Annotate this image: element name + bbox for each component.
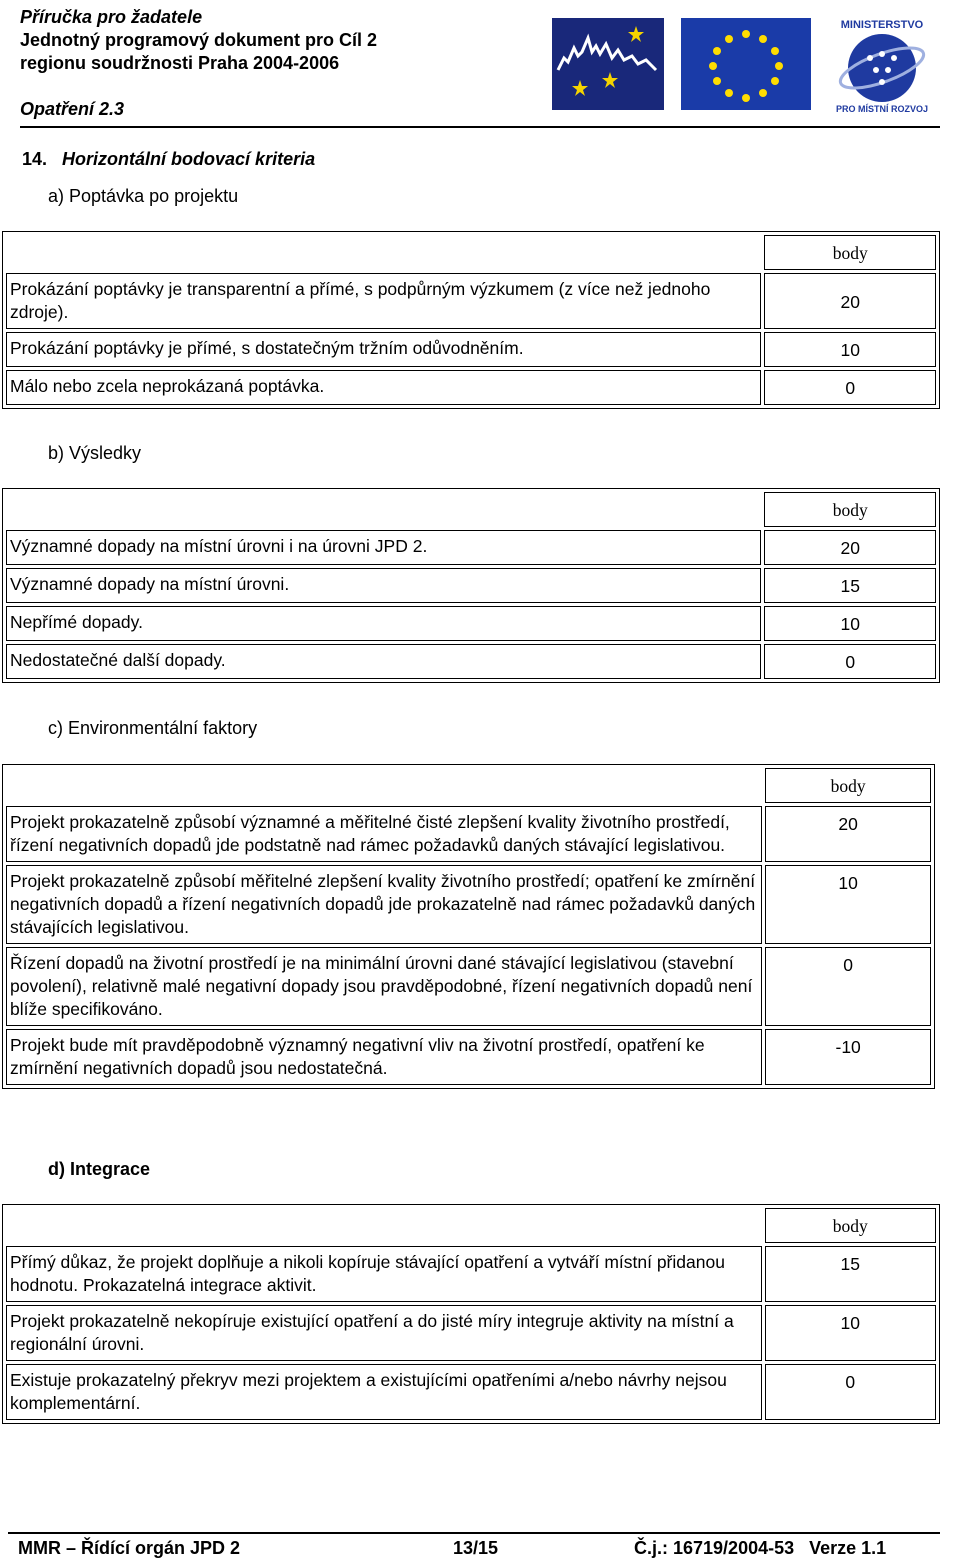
table-row [6,568,936,603]
table-row [6,644,936,679]
points-header: body [765,768,931,803]
header-rule [20,126,940,128]
section-14-title: Horizontální bodovací kriteria [62,149,316,169]
criterion-points: 20 [765,806,931,862]
header-measure: Opatření 2.3 [20,99,125,119]
table-header-row [6,1208,936,1243]
section-d-table [2,1204,940,1424]
table-header-row [6,492,936,527]
criterion-text: Prokázání poptávky je přímé, s dostatečným tržním odůvodněním. [6,332,761,367]
section-b-table [2,488,940,683]
section-14-number: 14. [22,149,48,169]
section-a-letter: a) [48,186,65,206]
points-header: body [765,1208,937,1243]
table-row [6,1246,936,1302]
criterion-points: 15 [765,1246,937,1302]
criterion-text: Projekt bude mít pravděpodobně významný negativní vliv na životní prostředí, opatření ke zmírnění negativních dopadů jsou nedostatečná. [6,1029,762,1085]
table-row [6,1364,936,1420]
criterion-points: 10 [765,1305,937,1361]
table-header-blank [6,1208,762,1243]
table-row [6,530,936,565]
criterion-points: 20 [764,273,936,329]
eu-flag-logo [681,18,811,110]
page-footer [8,1532,940,1560]
criterion-points: 0 [764,644,936,679]
criterion-points: 10 [764,606,936,641]
section-a-title: Poptávka po projektu [69,186,239,206]
footer-organization: MMR – Řídící orgán JPD 2 [18,1538,241,1558]
criterion-points: 20 [764,530,936,565]
criterion-text: Řízení dopadů na životní prostředí je na minimální úrovni dané stávající legislativou (stavební povolení), relativně malé negativní dopady jsou pravděpodobné, řízení negativních dopadů není blíže specifikováno. [6,947,762,1026]
section-c-table [2,764,935,1089]
praha-skyline-icon [552,18,664,110]
mmr-text-bottom: PRO MÍSTNÍ ROZVOJ [835,104,929,114]
criterion-points: 10 [765,865,931,944]
section-b-letter: b) [48,443,65,463]
section-a-heading [48,186,238,207]
criterion-points: -10 [765,1029,931,1085]
section-d-letter: d) [48,1159,65,1179]
mmr-globe-icon [824,14,940,114]
table-header-blank [6,492,761,527]
table-row [6,1305,936,1361]
criterion-points: 0 [765,1364,937,1420]
criterion-text: Významné dopady na místní úrovni i na úrovni JPD 2. [6,530,761,565]
section-a-table [2,231,940,409]
criterion-points: 15 [764,568,936,603]
section-b-heading [48,443,141,464]
footer-page-number: 13/15 [453,1538,499,1558]
table-header-blank [6,768,762,803]
header-title [20,6,377,75]
criterion-text: Významné dopady na místní úrovni. [6,568,761,603]
mmr-text-top: MINISTERSTVO [840,19,924,31]
criterion-text: Projekt prokazatelně nekopíruje existující opatření a do jisté míry integruje aktivity na místní a regionální úrovni. [6,1305,762,1361]
criterion-text: Přímý důkaz, že projekt doplňuje a nikoli kopíruje stávající opatření a vytváří místní přidanou hodnotu. Prokazatelná integrace aktivit. [6,1246,762,1302]
eu-stars-icon [681,18,811,110]
header-title-line-3: regionu soudržnosti Praha 2004-2006 [20,53,340,73]
criterion-points: 0 [764,370,936,405]
page-header [20,6,940,124]
table-row [6,332,936,367]
table-row [6,273,936,329]
criterion-text: Nepřímé dopady. [6,606,761,641]
header-title-line-1: Příručka pro žadatele [20,7,203,27]
praha-logo [552,18,664,110]
section-d-heading [48,1159,150,1180]
table-row [6,606,936,641]
criterion-text: Projekt prokazatelně způsobí významné a měřitelné čisté zlepšení kvality životního prostředí, řízení negativních dopadů jde podstatně nad rámec požadavků daných stávající legislativou. [6,806,762,862]
table-row [6,806,931,862]
table-header-row [6,235,936,270]
criterion-text: Existuje prokazatelný překryv mezi projektem a existujícími opatřeními a/nebo návrhy nejsou komplementární. [6,1364,762,1420]
section-c-title: Environmentální faktory [68,718,258,738]
criterion-text: Nedostatečné další dopady. [6,644,761,679]
table-row [6,370,936,405]
header-title-line-2: Jednotný programový dokument pro Cíl 2 [20,30,378,50]
points-header: body [764,235,936,270]
section-c-heading [48,718,257,739]
table-header-row [6,768,931,803]
section-c-letter: c) [48,718,63,738]
table-row [6,947,931,1026]
table-header-blank [6,235,761,270]
section-d-title: Integrace [70,1159,151,1179]
criterion-text: Málo nebo zcela neprokázaná poptávka. [6,370,761,405]
section-b-title: Výsledky [69,443,142,463]
criterion-points: 0 [765,947,931,1026]
criterion-points: 10 [764,332,936,367]
criterion-text: Projekt prokazatelně způsobí měřitelné zlepšení kvality životního prostředí; opatření ke zmírnění negativních dopadů a řízení negativních dopadů jde prokazatelně nad rámec požadavků daných stávajících legislativou. [6,865,762,944]
footer-reference: Č.j.: 16719/2004-53 Verze 1.1 [634,1538,887,1558]
criterion-text: Prokázání poptávky je transparentní a přímé, s podpůrným výzkumem (z více než jednoho zdroje). [6,273,761,329]
mmr-logo [824,14,940,114]
table-row [6,865,931,944]
section-14-heading [22,149,315,170]
table-row [6,1029,931,1085]
points-header: body [764,492,936,527]
